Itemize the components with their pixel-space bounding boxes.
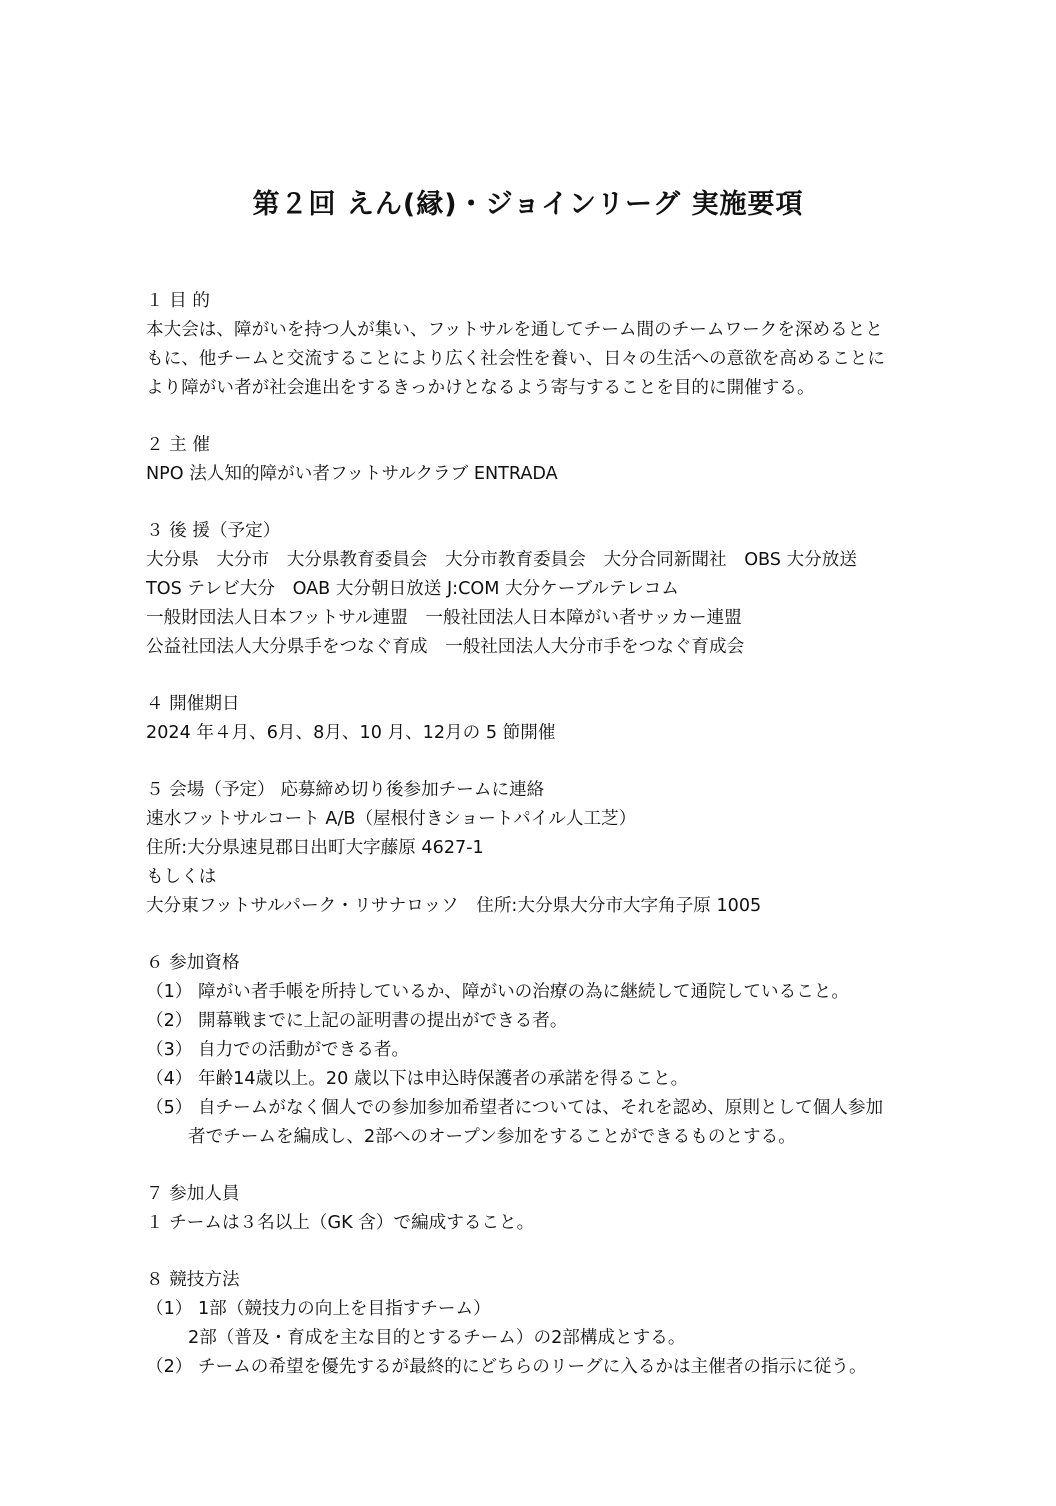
section-line: 本大会は、障がいを持つ人が集い、フットサルを通してチーム間のチームワークを深めるとと xyxy=(146,320,883,340)
section-line: （5） 自チームがなく個人での参加参加希望者については、それを認め、原則として個人参加 xyxy=(146,1098,884,1118)
section-heading: ７ 参加人員 xyxy=(146,1184,240,1204)
section-heading: ５ 会場（予定） 応募締め切り後参加チームに連絡 xyxy=(146,780,545,800)
section-purpose xyxy=(146,287,926,403)
section-line: NPO 法人知的障がい者フットサルクラブ ENTRADA xyxy=(146,464,558,484)
section-heading: ８ 競技方法 xyxy=(146,1270,240,1290)
section-organizer xyxy=(146,431,926,489)
section-line: （3） 自力での活動ができる者。 xyxy=(146,1040,410,1060)
section-line: 住所:大分県速見郡日出町大字藤原 4627-1 xyxy=(146,838,484,858)
section-venue xyxy=(146,776,926,921)
section-heading: ６ 参加資格 xyxy=(146,953,240,973)
section-line: 大分東フットサルパーク・リサナロッソ 住所:大分県大分市大字角子原 1005 xyxy=(146,896,762,916)
section-line-indented: 2部（普及・育成を主な目的とするチーム）の2部構成とする。 xyxy=(188,1328,686,1348)
section-sponsors xyxy=(146,517,926,662)
section-heading: ２ 主 催 xyxy=(146,435,210,455)
section-eligibility xyxy=(146,949,926,1152)
document-title: 第２回 えん(縁)・ジョインリーグ 実施要項 xyxy=(252,189,804,220)
section-line: 速水フットサルコート A/B（屋根付きショートパイル人工芝） xyxy=(146,809,637,829)
section-participants xyxy=(146,1180,926,1238)
document-body xyxy=(146,287,926,1410)
section-heading: ４ 開催期日 xyxy=(146,694,240,714)
section-line: 2024 年４月、6月、8月、10 月、12月の 5 節開催 xyxy=(146,723,556,743)
section-dates xyxy=(146,690,926,748)
section-line: 一般財団法人日本フットサル連盟 一般社団法人日本障がい者サッカー連盟 xyxy=(146,608,742,628)
section-line: より障がい者が社会進出をするきっかけとなるよう寄与することを目的に開催する。 xyxy=(146,378,815,398)
section-line: もに、他チームと交流することにより広く社会性を養い、日々の生活への意欲を高めることに xyxy=(146,349,885,369)
section-line: TOS テレビ大分 OAB 大分朝日放送 J:COM 大分ケーブルテレコム xyxy=(146,579,679,599)
section-line-indented: 者でチームを編成し、2部へのオープン参加をすることができるものとする。 xyxy=(188,1127,796,1147)
section-line: （2） チームの希望を優先するが最終的にどちらのリーグに入るかは主催者の指示に従う。 xyxy=(146,1357,867,1377)
section-competition-method xyxy=(146,1266,926,1382)
section-line: １ チームは３名以上（GK 含）で編成すること。 xyxy=(146,1213,535,1233)
section-line: （2） 開幕戦までに上記の証明書の提出ができる者。 xyxy=(146,1011,568,1031)
section-line: 大分県 大分市 大分県教育委員会 大分市教育委員会 大分合同新聞社 OBS 大分放送 xyxy=(146,550,857,570)
section-line: 公益社団法人大分県手をつなぐ育成 一般社団法人大分市手をつなぐ育成会 xyxy=(146,637,745,657)
section-line: （1） 1部（競技力の向上を目指すチーム） xyxy=(146,1299,491,1319)
section-line: （4） 年齢14歳以上。20 歳以下は申込時保護者の承諾を得ること。 xyxy=(146,1069,689,1089)
section-line: （1） 障がい者手帳を所持しているか、障がいの治療の為に継続して通院していること。 xyxy=(146,982,849,1002)
section-heading: ３ 後 援（予定） xyxy=(146,521,281,541)
section-line: もしくは xyxy=(146,867,217,887)
section-heading: １ 目 的 xyxy=(146,291,210,311)
